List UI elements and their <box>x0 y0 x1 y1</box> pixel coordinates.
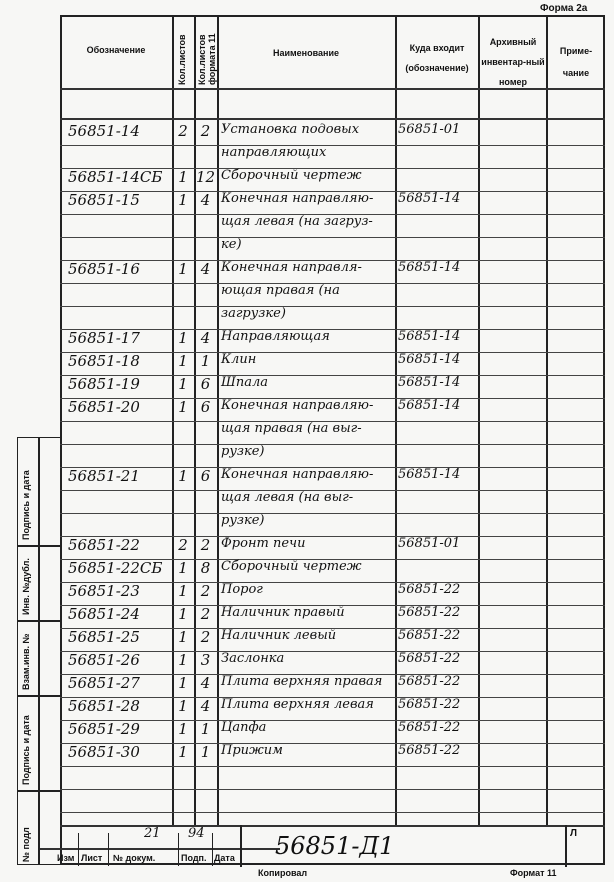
row-sheets-format: 6 <box>200 467 211 485</box>
footer-doc-no: № докум. <box>113 853 156 863</box>
row-line <box>60 513 605 514</box>
margin-label-podl: № подл <box>21 827 31 862</box>
row-sheets-format: 3 <box>200 651 211 669</box>
row-sheets-count: 1 <box>178 375 188 393</box>
row-name-line: щая левая (на выг- <box>221 490 354 505</box>
row-line <box>60 582 605 583</box>
row-where-used: 56851-22 <box>398 628 461 643</box>
row-name-line: Клин <box>221 352 257 367</box>
tb-col-2 <box>108 833 109 866</box>
row-designation: 56851-22СБ <box>68 559 163 577</box>
row-name-line: загрузке) <box>221 306 286 321</box>
row-designation: 56851-23 <box>68 582 140 600</box>
row-sheets-count: 1 <box>178 582 188 600</box>
row-sheets-format: 2 <box>200 582 211 600</box>
row-where-used: 56851-22 <box>398 605 461 620</box>
col-line-5 <box>478 15 480 825</box>
row-sheets-format: 4 <box>200 191 211 209</box>
row-name-line: Порог <box>221 582 263 597</box>
row-designation: 56851-17 <box>68 329 140 347</box>
title-block-sep-2 <box>565 825 567 867</box>
row-where-used: 56851-01 <box>398 536 461 551</box>
footer-izm: Изм <box>57 853 75 863</box>
margin-sep-1 <box>17 545 62 547</box>
row-designation: 56851-15 <box>68 191 140 209</box>
row-name-line: Шпала <box>221 375 268 390</box>
row-designation: 56851-25 <box>68 628 140 646</box>
sheet-mark: Л <box>570 828 578 839</box>
header-archive: Архивный инвентар-ный номер <box>481 37 545 87</box>
row-name-line: Наличник левый <box>221 628 337 643</box>
margin-sep-2 <box>17 620 62 622</box>
row-name-line: Цапфа <box>221 720 267 735</box>
margin-label-sign-date-2: Подпись и дата <box>21 470 31 540</box>
row-where-used: 56851-22 <box>398 674 461 689</box>
row-sheets-format: 8 <box>200 559 211 577</box>
row-sheets-count: 1 <box>178 329 188 347</box>
row-designation: 56851-26 <box>68 651 140 669</box>
row-sheets-format: 1 <box>200 352 211 370</box>
footer-format: Формат 11 <box>510 868 557 878</box>
header-name: Наименование <box>272 48 340 58</box>
row-line <box>60 536 605 537</box>
row-line <box>60 651 605 652</box>
row-designation: 56851-27 <box>68 674 140 692</box>
row-sheets-count: 1 <box>178 168 188 186</box>
row-designation: 56851-30 <box>68 743 140 761</box>
row-where-used: 56851-22 <box>398 582 461 597</box>
row-name-line: щая правая (на выг- <box>221 421 362 436</box>
row-name-line: Сборочный чертеж <box>221 559 362 574</box>
row-sheets-count: 1 <box>178 651 188 669</box>
row-sheets-count: 1 <box>178 743 188 761</box>
row-name-line: Заслонка <box>221 651 285 666</box>
row-sheets-count: 1 <box>178 559 188 577</box>
row-name-line: Плита верхняя правая <box>221 674 383 689</box>
row-sheets-count: 1 <box>178 628 188 646</box>
row-where-used: 56851-22 <box>398 651 461 666</box>
row-line <box>60 789 605 790</box>
row-designation: 56851-29 <box>68 720 140 738</box>
row-sheets-count: 1 <box>178 720 188 738</box>
row-name-line: щая левая (на загруз- <box>221 214 373 229</box>
row-sheets-format: 4 <box>200 697 211 715</box>
row-line <box>60 743 605 744</box>
row-sheets-count: 1 <box>178 398 188 416</box>
margin-divider <box>38 437 40 865</box>
row-line <box>60 329 605 330</box>
row-designation: 56851-24 <box>68 605 140 623</box>
row-designation: 56851-21 <box>68 467 140 485</box>
footer-copied: Копировал <box>258 868 308 878</box>
row-name-line: ющая правая (на <box>221 283 340 298</box>
tb-col-1 <box>78 833 79 866</box>
row-where-used: 56851-14 <box>398 329 461 344</box>
row-line <box>60 444 605 445</box>
row-sheets-format: 4 <box>200 329 211 347</box>
row-name-line: Установка подовых <box>221 122 360 137</box>
header-note: Приме-чание <box>559 46 593 78</box>
header-divider-2 <box>60 118 605 120</box>
document-code: 56851-Д1 <box>275 832 395 860</box>
row-name-line: Направляющая <box>221 329 330 344</box>
row-designation: 56851-14 <box>68 122 140 140</box>
row-where-used: 56851-22 <box>398 720 461 735</box>
title-block-top <box>60 825 605 827</box>
row-sheets-count: 1 <box>178 697 188 715</box>
row-sheets-format: 4 <box>200 260 211 278</box>
row-sheets-format: 6 <box>200 375 211 393</box>
row-name-line: направляющих <box>221 145 327 160</box>
row-where-used: 56851-14 <box>398 260 461 275</box>
row-line <box>60 352 605 353</box>
row-sheets-format: 2 <box>200 536 211 554</box>
row-designation: 56851-16 <box>68 260 140 278</box>
form-frame <box>60 15 605 865</box>
row-where-used: 56851-14 <box>398 398 461 413</box>
row-sheets-count: 2 <box>178 122 188 140</box>
header-sheets-format: Кол.листов формата 11 <box>197 33 217 85</box>
row-sheets-format: 12 <box>195 168 216 186</box>
row-line <box>60 306 605 307</box>
row-sheets-format: 1 <box>200 720 211 738</box>
tb-col-3 <box>178 833 179 866</box>
row-name-line: ке) <box>221 237 242 252</box>
header-where-used: Куда входит (обозначение) <box>405 43 469 73</box>
row-sheets-count: 1 <box>178 674 188 692</box>
margin-label-vzam: Взам.инв. № <box>21 633 31 690</box>
row-line <box>60 766 605 767</box>
row-line <box>60 720 605 721</box>
margin-label-inv-dubl: Инв. №дубл. <box>21 558 31 615</box>
col-line-3 <box>217 15 219 825</box>
row-name-line: Плита верхняя левая <box>221 697 374 712</box>
row-sheets-count: 1 <box>178 260 188 278</box>
row-sheets-count: 1 <box>178 605 188 623</box>
row-name-line: Конечная направляю- <box>221 398 374 413</box>
row-designation: 56851-22 <box>68 536 140 554</box>
row-where-used: 56851-14 <box>398 352 461 367</box>
row-where-used: 56851-14 <box>398 375 461 390</box>
row-sheets-count: 1 <box>178 191 188 209</box>
row-line <box>60 375 605 376</box>
tb-col-4 <box>212 833 213 866</box>
form-label: Форма 2а <box>540 3 588 14</box>
row-name-line: Конечная направляю- <box>221 191 374 206</box>
row-sheets-format: 2 <box>200 605 211 623</box>
title-block-sep <box>240 825 242 867</box>
total-a: 21 <box>144 826 161 841</box>
row-designation: 56851-20 <box>68 398 140 416</box>
row-line <box>60 145 605 146</box>
col-line-6 <box>546 15 548 825</box>
header-divider <box>60 88 605 90</box>
row-sheets-format: 4 <box>200 674 211 692</box>
row-where-used: 56851-22 <box>398 697 461 712</box>
col-line-4 <box>395 15 397 825</box>
row-name-line: рузке) <box>221 444 265 459</box>
footer-list: Лист <box>81 853 103 863</box>
row-name-line: Фронт печи <box>221 536 306 551</box>
footer-sign: Подп. <box>181 853 207 863</box>
margin-sep-4 <box>17 790 62 792</box>
footer-date: Дата <box>214 853 235 863</box>
row-where-used: 56851-14 <box>398 191 461 206</box>
total-b: 94 <box>188 826 205 841</box>
row-sheets-count: 1 <box>178 352 188 370</box>
row-where-used: 56851-01 <box>398 122 461 137</box>
row-sheets-format: 2 <box>200 122 211 140</box>
title-block-line <box>40 848 280 850</box>
row-name-line: Наличник правый <box>221 605 345 620</box>
row-designation: 56851-14СБ <box>68 168 163 186</box>
margin-label-sign-date-1: Подпись и дата <box>21 715 31 785</box>
row-where-used: 56851-14 <box>398 467 461 482</box>
row-designation: 56851-28 <box>68 697 140 715</box>
row-sheets-format: 2 <box>200 628 211 646</box>
row-line <box>60 237 605 238</box>
header-designation: Обозначение <box>86 45 146 55</box>
row-name-line: Сборочный чертеж <box>221 168 362 183</box>
row-sheets-count: 2 <box>178 536 188 554</box>
row-sheets-format: 6 <box>200 398 211 416</box>
row-sheets-format: 1 <box>200 743 211 761</box>
row-sheets-count: 1 <box>178 467 188 485</box>
row-name-line: Конечная направля- <box>221 260 362 275</box>
margin-sep-3 <box>17 695 62 697</box>
row-designation: 56851-18 <box>68 352 140 370</box>
row-name-line: рузке) <box>221 513 265 528</box>
row-name-line: Прижим <box>221 743 283 758</box>
row-line <box>60 812 605 813</box>
row-name-line: Конечная направляю- <box>221 467 374 482</box>
row-designation: 56851-19 <box>68 375 140 393</box>
header-sheets-count: Кол.листов <box>177 34 187 85</box>
row-where-used: 56851-22 <box>398 743 461 758</box>
